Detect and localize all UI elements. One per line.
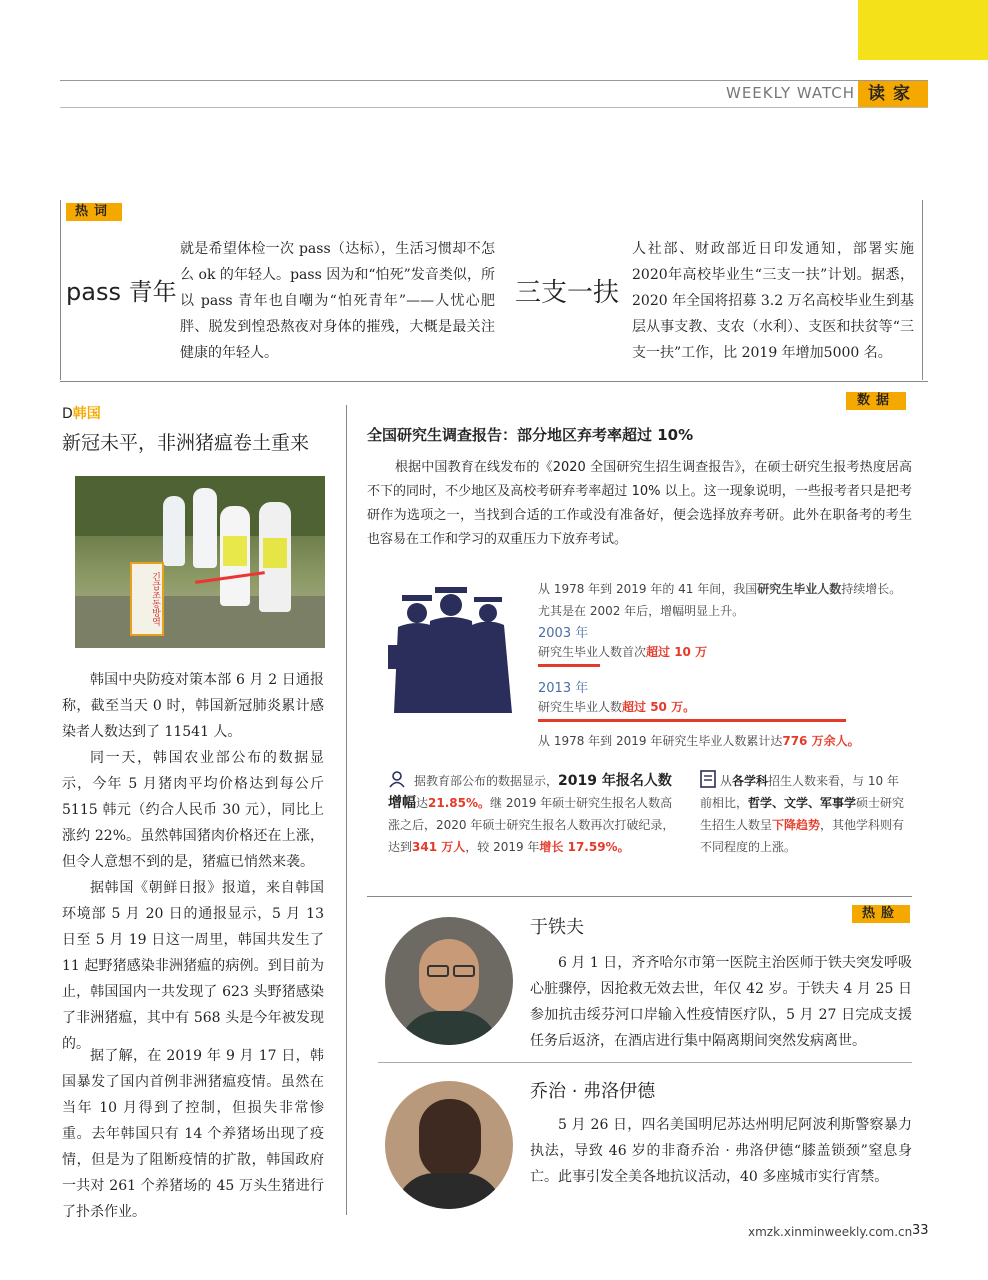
box2-d: 哲学、文学、军事学 — [748, 796, 857, 810]
box1-f: 341 万人 — [412, 840, 466, 854]
growth-text-a: 从 1978 年到 2019 年的 41 年间，我国 — [538, 582, 758, 596]
korea-para-3: 据韩国《朝鲜日报》报道，来自韩国环境部 5 月 20 日的通报显示，5 月 13 日至 5 月 19 日这一周里，韩国共发生了 11 起野猪感染非洲猪瘟的病例。到目前为止，韩国国内一共发现了 623 头野猪感染了非洲猪瘟，其中有 568 头是今年被发现的。 — [62, 880, 324, 1052]
data-tag: 数据 — [846, 392, 906, 410]
box2-f: 下降趋势 — [772, 818, 821, 832]
data-intro: 根据中国教育在线发布的《2020 全国研究生招生调查报告》，在硕士研究生报考热度居高不下的同时，不少地区及高校考研弃考率超过 10% 以上。这一现象说明，一些报考者只是把考研作为选项之一，当找到合适的工作或没有准备好，便会选择放弃考研。此外在职备考的考生也容易在工作和学习的双重压力下放弃考试。 — [367, 460, 912, 547]
box1-b: 2019 年报名人数增幅 — [388, 773, 672, 811]
header-underline — [60, 107, 928, 108]
fact-total — [538, 730, 860, 752]
hot-faces-tag: 热脸 — [852, 905, 910, 923]
hot-words-divider — [60, 381, 928, 382]
year-2013: 2013 年 — [538, 681, 589, 696]
header-rule — [60, 80, 928, 81]
box1-a: 据教育部公布的数据显示， — [414, 774, 559, 788]
year-2003: 2003 年 — [538, 626, 589, 641]
fact-2013-a: 研究生毕业人数 — [538, 700, 623, 714]
fact-total-b: 776 万余人。 — [782, 734, 860, 748]
fact-2003-a: 研究生毕业人数首次 — [538, 645, 647, 659]
box2-b: 各学科 — [732, 774, 769, 788]
box1-e: 继 2019 年硕士研究生报名人数高涨之后，2020 年硕士研究生报名人数再次打破纪录，达到 — [388, 796, 675, 854]
name-george-floyd: 乔治 · 弗洛伊德 — [530, 1081, 656, 1102]
name-yu-tiefu: 于铁夫 — [530, 917, 584, 938]
box2-c: 招生人数来看，与 10 年前相比， — [700, 774, 899, 810]
box-applicants — [388, 770, 680, 858]
kicker-korea: 韩国 — [72, 406, 101, 422]
box1-c: 达 — [416, 796, 429, 810]
avatar-yu-tiefu — [385, 917, 513, 1045]
box1-g: ，较 2019 年 — [465, 840, 540, 854]
fact-2003 — [538, 641, 707, 663]
right-border — [922, 200, 923, 380]
data-fact-growth — [538, 578, 908, 622]
term-pass-youth-text: 就是希望体检一次 pass（达标），生活习惯却不怎么 ok 的年轻人。pass 因为和“怕死”发音类似，所以 pass 青年也自嘲为“怕死青年”——人忧心肥胖、脱发到惶恐熬夜对身体的摧残，大概是最关注健康的年轻人。 — [180, 241, 495, 361]
weekly-watch-label: WEEKLY WATCH — [726, 84, 856, 102]
kicker-d: D — [62, 406, 73, 422]
korea-photo — [75, 476, 325, 648]
growth-text-c: 持续增长。尤其是在 2002 年后，增幅明显上升。 — [538, 582, 902, 618]
data-divider — [367, 896, 912, 897]
term-three-supports-text: 人社部、财政部近日印发通知，部署实施2020年高校毕业生“三支一扶”计划。据悉，2020 年全国将招募 3.2 万名高校毕业生到基层从事支教、支农（水利）、支医和扶贫等“三支一扶”工作，比 2019 年增加5000 名。 — [632, 241, 914, 361]
faces-divider — [378, 1062, 912, 1063]
data-headline: 全国研究生调查报告：部分地区弃考率超过 10% — [367, 426, 694, 444]
box2-a: 从 — [720, 774, 733, 788]
left-border — [60, 200, 61, 380]
korea-para-1: 韩国中央防疫对策本部 6 月 2 日通报称，截至当天 0 时，韩国新冠肺炎累计感染者人数达到了 11541 人。 — [62, 672, 324, 740]
term-pass-youth: pass 青年 — [66, 278, 177, 306]
fact-2013 — [538, 696, 695, 718]
corner-block — [858, 0, 988, 60]
footer-url[interactable]: xmzk.xinminweekly.com.cn — [748, 1225, 913, 1239]
growth-text-b: 研究生毕业人数 — [757, 582, 842, 596]
text-yu-tiefu: 6 月 1 日，齐齐哈尔市第一医院主治医师于铁夫突发呼吸心脏骤停，因抢救无效去世，年仅 42 岁。于铁夫 4 月 25 日参加抗击绥芬河口岸输入性疫情医疗队，5 月 27 日完成支援任务后返济，在酒店进行集中隔离期间突然发病离世。 — [530, 955, 912, 1049]
bar-2013 — [538, 719, 846, 722]
text-george-floyd: 5 月 26 日，四名美国明尼苏达州明尼阿波利斯警察暴力执法，导致 46 岁的非裔乔治 · 弗洛伊德“膝盖锁颈”窒息身亡。此事引发全美各地抗议活动，40 多座城市实行宵禁。 — [530, 1117, 912, 1185]
korea-kicker — [62, 403, 101, 423]
box2-e: 硕士研究生招生人数呈 — [700, 796, 905, 832]
korea-headline: 新冠未平，非洲猪瘟卷土重来 — [62, 432, 310, 454]
fact-total-a: 从 1978 年到 2019 年研究生毕业人数累计达 — [538, 734, 783, 748]
korea-para-4: 据了解，在 2019 年 9 月 17 日，韩国暴发了国内首例非洲猪瘟疫情。虽然在当年 10 月得到了控制，但损失非常惨重。去年韩国只有 14 个养猪场出现了疫情，但是为了阻断疫情的扩散，韩国政府一共对 261 个养猪场的 45 万头生猪进行了扑杀作业。 — [62, 1048, 324, 1220]
box1-d: 21.85%。 — [428, 796, 490, 810]
term-three-supports: 三支一扶 — [515, 278, 620, 308]
box2-g: ，其他学科则有不同程度的上涨。 — [700, 818, 905, 854]
fact-2013-b: 超过 50 万。 — [622, 700, 696, 714]
column-divider — [346, 405, 347, 1215]
hot-words-tag: 热词 — [66, 203, 122, 221]
graduates-illustration — [388, 585, 528, 715]
fact-2003-b: 超过 10 万 — [646, 645, 708, 659]
page-number: 33 — [912, 1223, 929, 1238]
quarantine-sign: 긴급초동방역 — [130, 562, 164, 636]
box1-h: 增长 17.59%。 — [539, 840, 630, 854]
section-tab[interactable]: 读家 — [858, 81, 928, 107]
bar-2003 — [538, 664, 600, 667]
korea-para-2: 同一天，韩国农业部公布的数据显示，今年 5 月猪肉平均价格达到每公斤 5115 韩元（约合人民币 30 元），同比上涨约 22%。虽然韩国猪肉价格还在上涨，但令人意想不到的是，猪瘟已悄然来袭。 — [62, 750, 324, 870]
avatar-george-floyd — [385, 1081, 513, 1209]
box-disciplines — [700, 770, 905, 858]
